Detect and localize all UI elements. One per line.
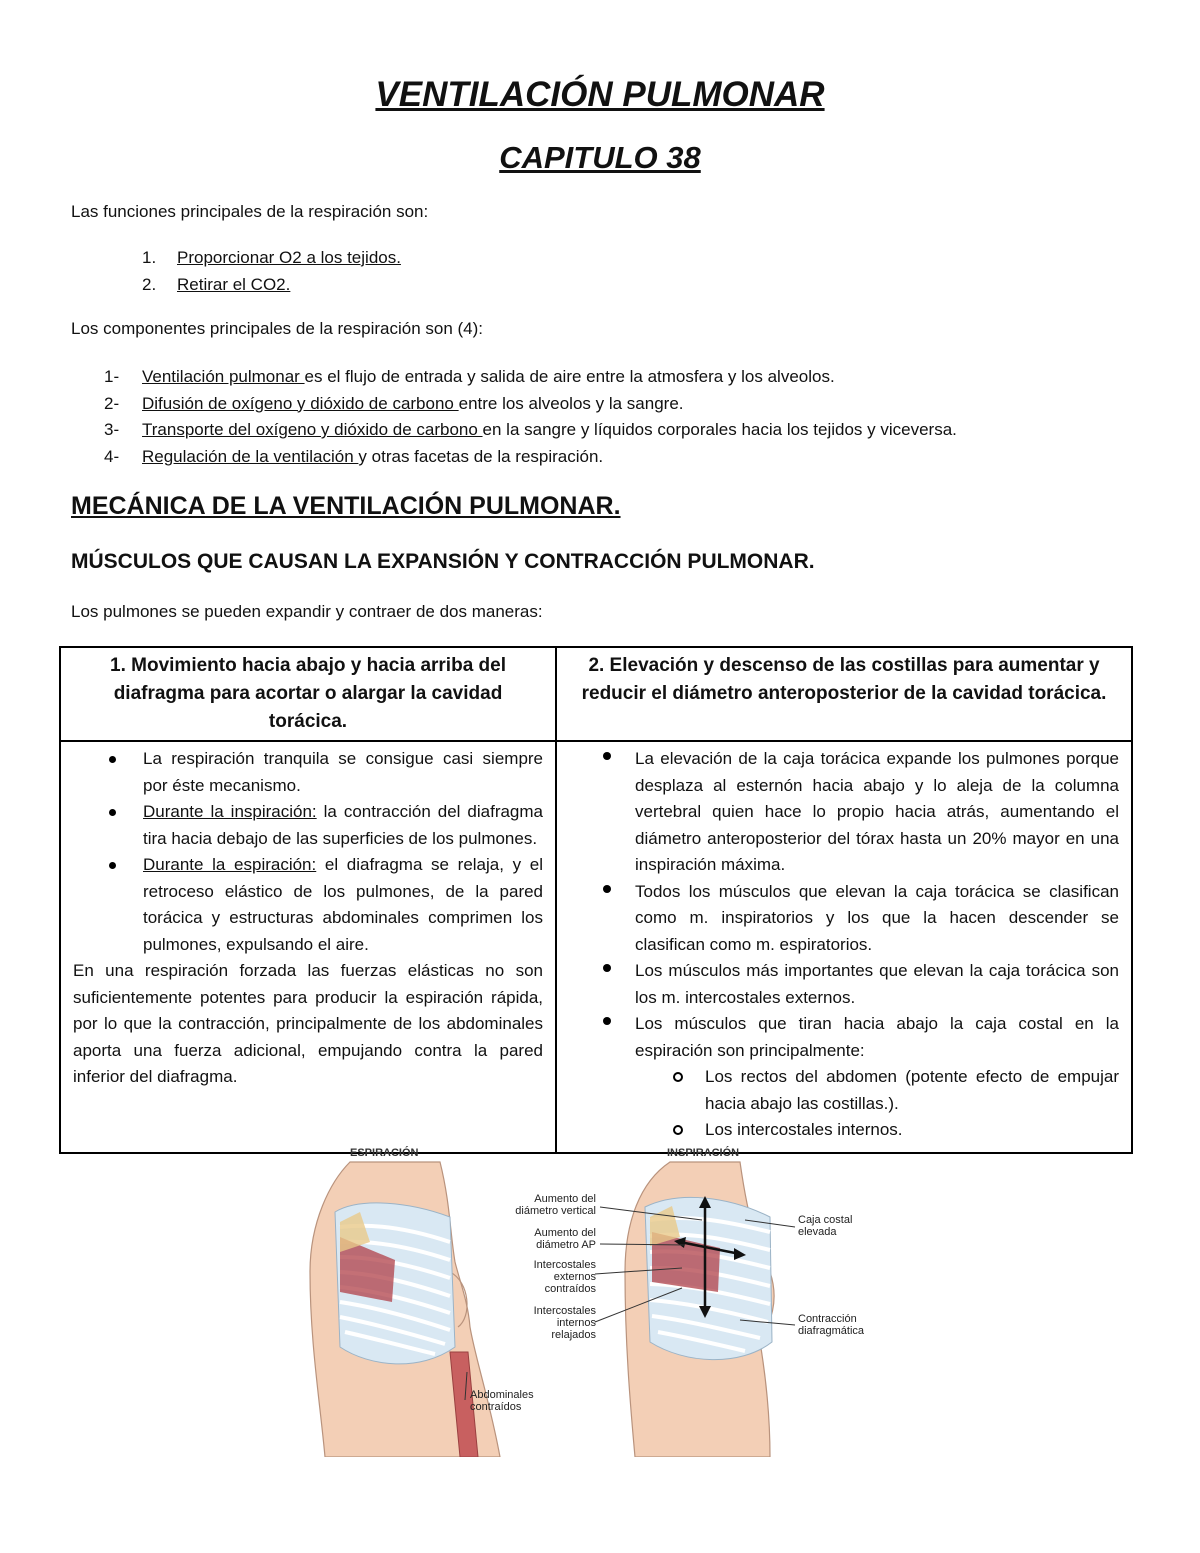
list-item bbox=[104, 364, 1154, 391]
bullet-icon bbox=[109, 756, 116, 763]
table-cell-diaphragm bbox=[60, 741, 556, 1153]
lungs-intro: Los pulmones se pueden expandir y contraer de dos maneras: bbox=[71, 602, 543, 621]
list-text: Retirar el CO2. bbox=[177, 274, 291, 294]
list-item: Los músculos que tiran hacia abajo la caja costal en la espiración son principalmente: Los rectos del abdomen (potente efecto de empujar hacia abajo las costillas.). Los intercostales internos. bbox=[569, 1011, 1119, 1144]
list-item bbox=[104, 444, 1154, 471]
component-text: en la sangre y líquidos corporales hacia los tejidos y viceversa. bbox=[482, 420, 957, 439]
section-heading: MECÁNICA DE LA VENTILACIÓN PULMONAR. bbox=[71, 492, 621, 520]
list-number: 4- bbox=[104, 446, 120, 466]
functions-list bbox=[142, 245, 842, 298]
bullet-icon bbox=[603, 1017, 611, 1025]
svg-text:Aumento del: Aumento del bbox=[534, 1193, 596, 1205]
svg-text:contraídos: contraídos bbox=[470, 1401, 522, 1413]
list-item: Los músculos más importantes que elevan la caja torácica son los m. intercostales externos. bbox=[569, 958, 1119, 1011]
svg-text:Intercostales: Intercostales bbox=[533, 1259, 596, 1271]
bullet-icon bbox=[109, 862, 116, 869]
respiration-figure bbox=[300, 1142, 900, 1457]
page-title: VENTILACIÓN PULMONAR bbox=[375, 75, 825, 114]
table-row bbox=[60, 741, 1132, 1153]
components-list bbox=[104, 364, 1154, 470]
expiration-ribcage bbox=[335, 1203, 455, 1364]
svg-text:externos: externos bbox=[553, 1271, 596, 1283]
component-text: entre los alveolos y la sangre. bbox=[458, 393, 684, 413]
list-number: 3- bbox=[104, 420, 120, 439]
svg-text:Abdominales: Abdominales bbox=[470, 1389, 534, 1401]
list-item: Durante la espiración: el diafragma se relaja, y el retroceso elástico de los pulmones, de la pared torácica y estructuras abdominales comprimen los pulmones, expulsando el aire. bbox=[73, 852, 543, 958]
list-item: Durante la inspiración: la contracción del diafragma tira hacia debajo de las superficies de los pulmones. bbox=[73, 799, 543, 852]
table-header-row bbox=[60, 647, 1132, 741]
inspiration-title: INSPIRACIÓN bbox=[667, 1147, 740, 1159]
svg-text:diafragmática: diafragmática bbox=[798, 1325, 865, 1337]
list-number: 1. bbox=[142, 248, 157, 267]
ring-bullet-icon bbox=[673, 1125, 683, 1135]
functions-intro: Las funciones principales de la respiración son: bbox=[71, 202, 429, 221]
table-header-diaphragm: 1. Movimiento hacia abajo y hacia arriba del diafragma para acortar o alargar la cavidad torácica. bbox=[60, 647, 556, 741]
ribs-bullets bbox=[569, 746, 1119, 1144]
list-item: Los rectos del abdomen (potente efecto de empujar hacia abajo las costillas.). bbox=[635, 1064, 1119, 1117]
svg-text:internos: internos bbox=[556, 1317, 596, 1329]
list-item bbox=[104, 417, 1154, 444]
components-intro: Los componentes principales de la respiración son (4): bbox=[71, 319, 484, 338]
mechanisms-table bbox=[59, 646, 1133, 1154]
bullet-icon bbox=[603, 752, 611, 760]
list-text: Proporcionar O2 a los tejidos. bbox=[177, 248, 401, 267]
list-number: 1- bbox=[104, 367, 120, 386]
list-item: Los intercostales internos. bbox=[635, 1117, 1119, 1144]
svg-text:Aumento del: Aumento del bbox=[534, 1227, 596, 1239]
diaphragm-bullets bbox=[73, 746, 543, 958]
ring-bullet-icon bbox=[673, 1072, 683, 1082]
forced-respiration-paragraph: En una respiración forzada las fuerzas elásticas no son suficientemente potentes para producir la espiración rápida, por lo que la contracción, principalmente de los abdominales aporta una fuerza adicional, empujando contra la pared inferior del diafragma. bbox=[73, 961, 544, 1086]
list-item bbox=[142, 245, 842, 272]
table-header-ribs: 2. Elevación y descenso de las costillas para aumentar y reducir el diámetro anteroposterior de la cavidad torácica. bbox=[556, 647, 1132, 741]
svg-text:contraídos: contraídos bbox=[544, 1283, 596, 1295]
svg-text:diámetro vertical: diámetro vertical bbox=[515, 1205, 596, 1217]
expiratory-muscles-list bbox=[635, 1064, 1119, 1144]
table-cell-ribs bbox=[556, 741, 1132, 1153]
list-item: Todos los músculos que elevan la caja torácica se clasifican como m. inspiratorios y los que la hacen descender se clasifican como m. espiratorios. bbox=[569, 879, 1119, 959]
component-term: Transporte del oxígeno y dióxido de carbono bbox=[142, 420, 483, 439]
inspiration-torso bbox=[625, 1162, 774, 1457]
list-item: La respiración tranquila se consigue casi siempre por éste mecanismo. bbox=[73, 746, 543, 799]
svg-text:relajados: relajados bbox=[551, 1329, 596, 1341]
list-item: La elevación de la caja torácica expande los pulmones porque desplaza al esternón hacia abajo y lo aleja de la columna vertebral quien hace lo propio hacia atrás, aumentando el diámetro anteroposterior del tórax hasta un 20% mayor en una inspiración máxima. bbox=[569, 746, 1119, 879]
svg-text:Intercostales: Intercostales bbox=[533, 1305, 596, 1317]
svg-text:diámetro AP: diámetro AP bbox=[536, 1239, 596, 1251]
component-term: Difusión de oxígeno y dióxido de carbono bbox=[142, 393, 459, 413]
bullet-icon bbox=[603, 885, 611, 893]
component-term: Regulación de la ventilación bbox=[142, 446, 359, 466]
list-number: 2. bbox=[142, 274, 157, 294]
component-term: Ventilación pulmonar bbox=[142, 367, 305, 386]
bullet-icon bbox=[109, 809, 116, 816]
svg-text:elevada: elevada bbox=[798, 1226, 837, 1238]
svg-text:Contracción: Contracción bbox=[798, 1313, 857, 1325]
list-item bbox=[104, 391, 1154, 418]
bullet-icon bbox=[603, 964, 611, 972]
component-text: es el flujo de entrada y salida de aire entre la atmosfera y los alveolos. bbox=[304, 367, 835, 386]
list-number: 2- bbox=[104, 393, 120, 413]
chapter-title: CAPITULO 38 bbox=[499, 140, 701, 175]
subsection-heading: MÚSCULOS QUE CAUSAN LA EXPANSIÓN Y CONTRACCIÓN PULMONAR. bbox=[71, 550, 815, 573]
expiration-title: ESPIRACIÓN bbox=[350, 1147, 419, 1159]
inspiration-ribcage bbox=[645, 1197, 772, 1359]
component-text: y otras facetas de la respiración. bbox=[358, 446, 604, 466]
list-item bbox=[142, 272, 842, 299]
svg-text:Caja costal: Caja costal bbox=[798, 1214, 853, 1226]
